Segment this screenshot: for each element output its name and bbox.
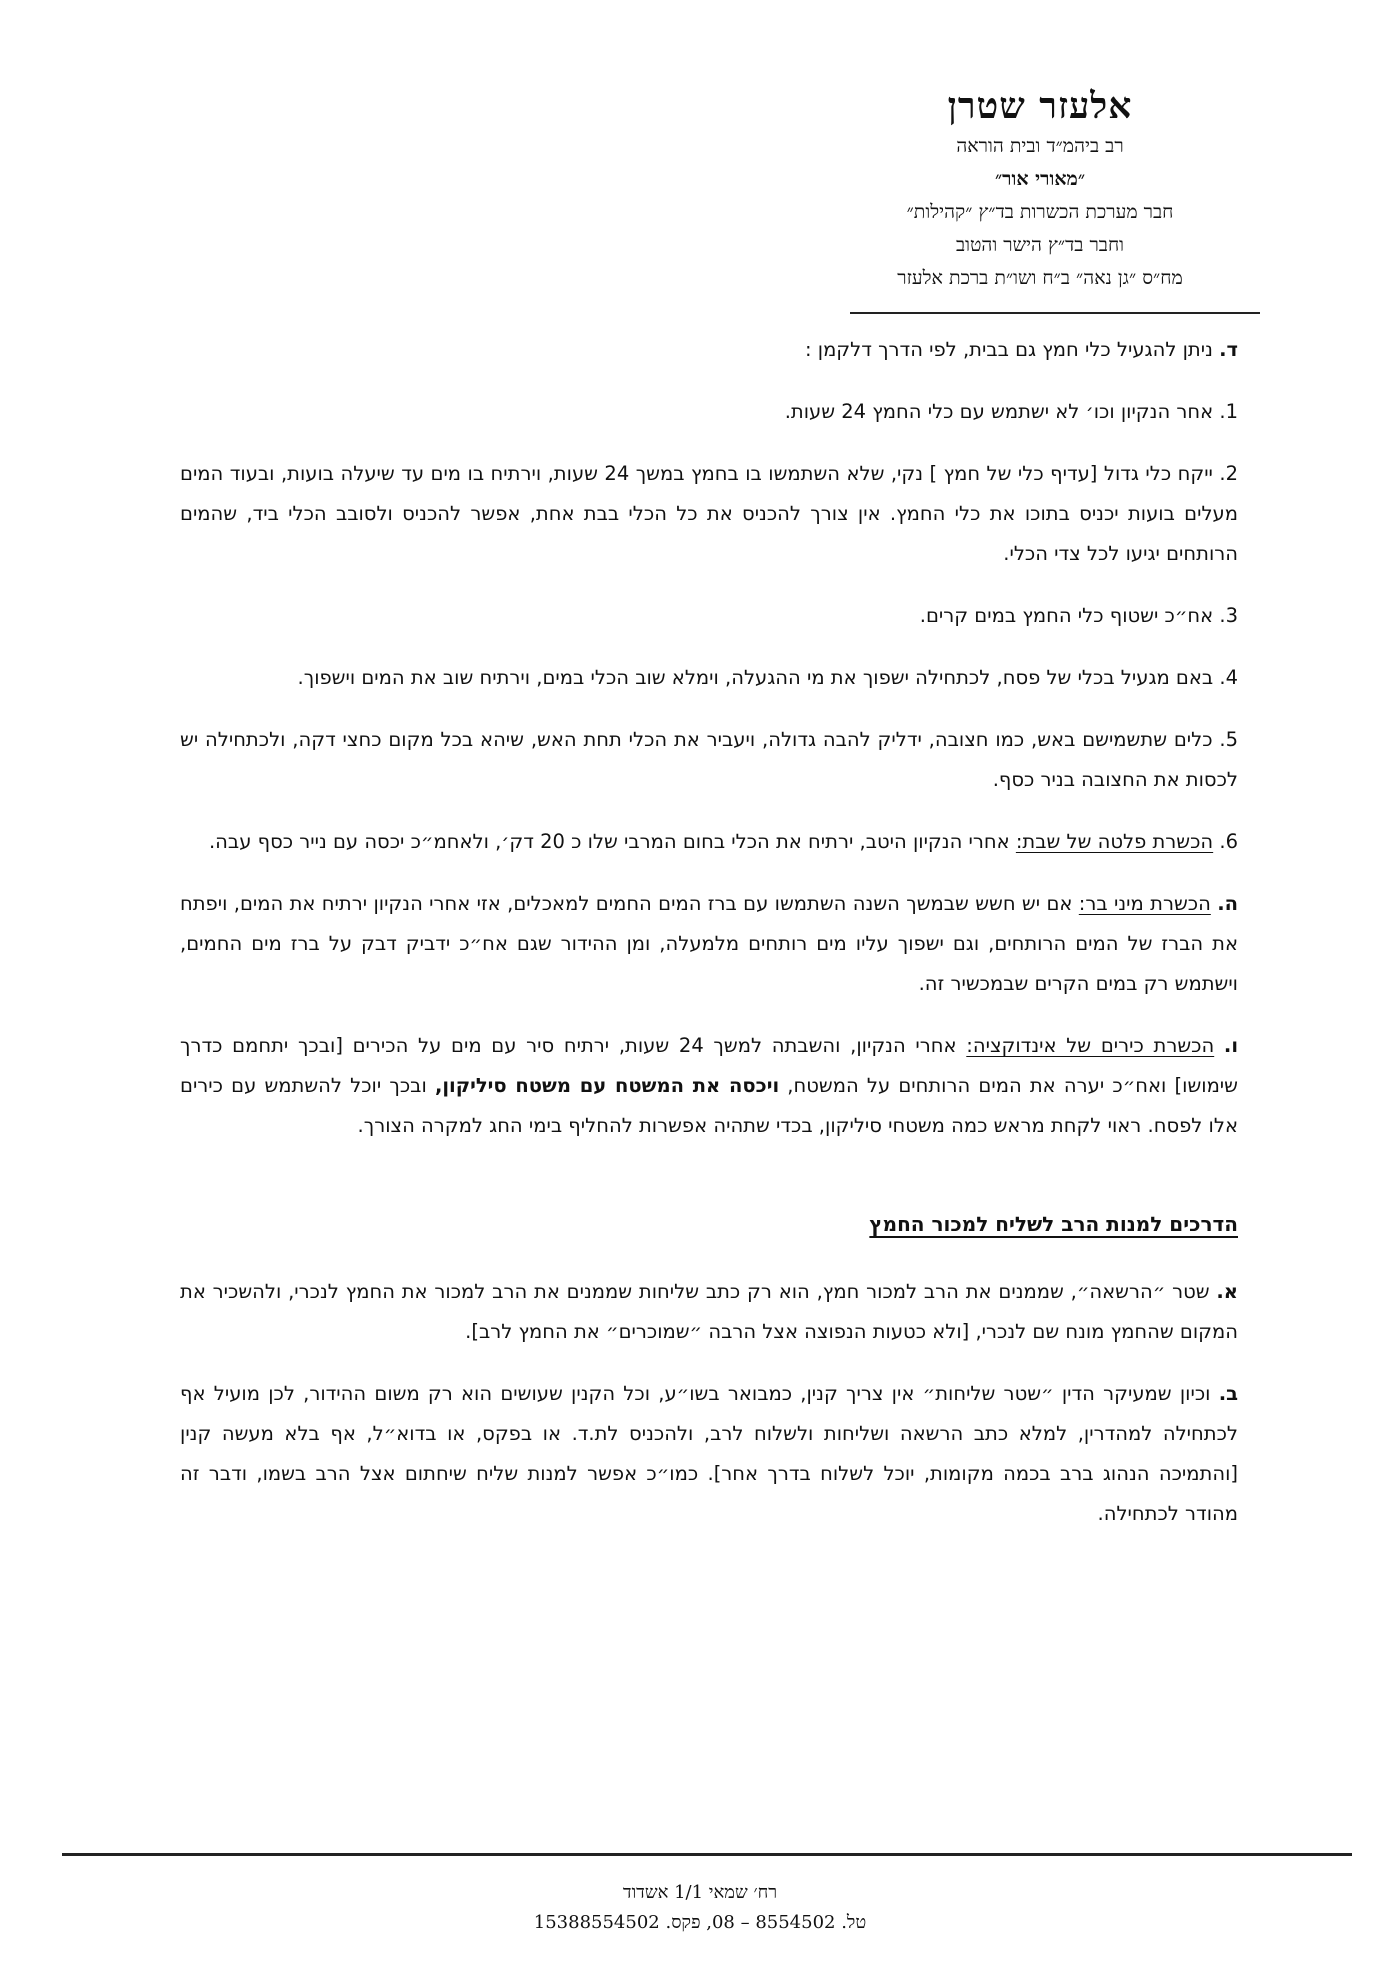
list-item: 2. ייקח כלי גדול [עדיף כלי של חמץ ] נקי, שלא השתמשו בו בחמץ במשך 24 שעות, וירתיח בו מים עד שיעלה בועות, ובעוד המים מעלים בועות יכניס בתוכו את כלי החמץ. אין צורך להכניס את כל הכלי בבת אחת, אפשר להכניס ולסובב הכלי ביד, שהמים הרותחים יגיעו לכל צדי הכלי.: [180, 462, 1238, 565]
section-heading: הכשרת מיני בר:: [1078, 892, 1211, 915]
author-name: אלעזר שטרן: [947, 85, 1133, 127]
section-d-intro: [180, 330, 1238, 370]
paragraph-text: שטר ״הרשאה״, שממנים את הרב למכור חמץ, הוא רק כתב שליחות שממנים את הרב למכור את החמץ לנכרי, ולהשכיר את המקום שהחמץ מונח שם לנכרי, [ולא כטעות הנפוצה אצל הרבה ״שמוכרים״ את החמץ לרב].: [180, 1280, 1238, 1343]
section-marker: ו.: [1223, 1034, 1239, 1057]
section-heading: הכשרת כירים של אינדוקציה:: [966, 1034, 1215, 1057]
footer-contact: טל. 8554502 – 08, פקס. 15388554502: [533, 1912, 867, 1933]
list-item: 5. כלים שתשמישם באש, כמו חצובה, ידליק להבה גדולה, ויעביר את הכלי תחת האש, שיהא בכל מקום כחצי דקה, ולכתחילה יש לכסות את החצובה בניר כסף.: [180, 728, 1238, 791]
list-item: 3. אח״כ ישטוף כלי החמץ במים קרים.: [919, 604, 1238, 627]
emphasized-text: ויכסה את המשטח עם משטח סיליקון,: [434, 1074, 780, 1097]
list-item: 4. באם מגעיל בכלי של פסח, לכתחילה ישפוך את מי ההגעלה, וימלא שוב הכלי במים, וירתיח שוב את המים וישפוך.: [297, 666, 1238, 689]
letterhead-title: רב ביהמ״ד ובית הוראה: [956, 135, 1124, 157]
letterhead: [820, 82, 1260, 295]
letterhead-affiliation: חבר מערכת הכשרות בד״ץ ״קהילות״: [906, 201, 1174, 223]
section-title: הדרכים למנות הרב לשליח למכור החמץ: [869, 1212, 1238, 1236]
section-b: [180, 1374, 1238, 1534]
paragraph-text: אחרי הנקיון היטב, ירתיח את הכלי בחום המרבי שלו כ 20 דק׳, ולאחמ״כ יכסה עם נייר כסף עבה.: [208, 830, 1016, 853]
letterhead-books: מח״ס ״גן נאה״ ב״ח ושו״ת ברכת אלעזר: [897, 267, 1183, 289]
paragraph-text: אם יש חשש שבמשך השנה השתמשו עם ברז המים החמים למאכלים, אזי אחרי הנקיון ירתיח את המים, ויפתח את הברז של המים הרותחים, וגם ישפוך עליו מים רותחים מלמעלה, ומן ההידור שגם אח״כ ידביק דבק על ברז מים החמים, וישתמש רק במים הקרים שבמכשיר זה.: [180, 892, 1238, 995]
section-marker: א.: [1216, 1280, 1238, 1303]
item-number: 6.: [1213, 830, 1238, 853]
document-body: [180, 330, 1238, 1556]
list-item: 1. אחר הנקיון וכו׳ לא ישתמש עם כלי החמץ 24 שעות.: [784, 400, 1238, 423]
section-marker: ה.: [1217, 892, 1238, 915]
paragraph-text: אחרי הנקיון, והשבתה למשך 24 שעות, ירתיח סיר עם מים על הכירים [ובכך יתחמם כדרך שימושו] ואח״כ יערה את המים הרותחים על המשטח,: [180, 1034, 1238, 1097]
section-a: [180, 1272, 1238, 1352]
letterhead-affiliation-2: וחבר בד״ץ הישר והטוב: [955, 234, 1125, 256]
section-marker: ב.: [1218, 1382, 1238, 1405]
footer-address: רח׳ שמאי 1/1 אשדוד: [622, 1882, 778, 1903]
paragraph-text: וכיון שמעיקר הדין ״שטר שליחות״ אין צריך קנין, כמבואר בשו״ע, וכל הקנין שעושים הוא רק משום ההידור, לכן מועיל אף לכתחילה למהדרין, למלא כתב הרשאה ושליחות ולשלוח לרב, ולהכניס לת.ד. או בפקס, או בדוא״ל, אף בלא מעשה קנין [והתמיכה הנהוג ברב בכמה מקומות, יוכל לשלוח בדרך אחר]. כמו״כ אפשר למנות שליח שיחתום אצל הרב בשמו, ודבר זה מהודר לכתחילה.: [180, 1382, 1238, 1525]
paragraph-text: ובכך יוכל להשתמש עם כירים אלו לפסח. ראוי לקחת מראש כמה משטחי סיליקון, בכדי שתהיה אפשרות להחליף בימי החג למקרה הצורך.: [180, 1074, 1238, 1137]
section-v: [180, 1026, 1238, 1146]
item-heading: הכשרת פלטה של שבת:: [1015, 830, 1214, 853]
section-h: [180, 884, 1238, 1004]
footer: [0, 1878, 1400, 1938]
letterhead-divider: [850, 312, 1260, 314]
paragraph-text: ניתן להגעיל כלי חמץ גם בבית, לפי הדרך דלקמן :: [804, 338, 1220, 361]
footer-divider: [62, 1853, 1352, 1856]
list-item: [180, 822, 1238, 862]
section-marker: ד.: [1219, 338, 1238, 361]
letterhead-institution: ״מאורי אור״: [994, 168, 1086, 190]
